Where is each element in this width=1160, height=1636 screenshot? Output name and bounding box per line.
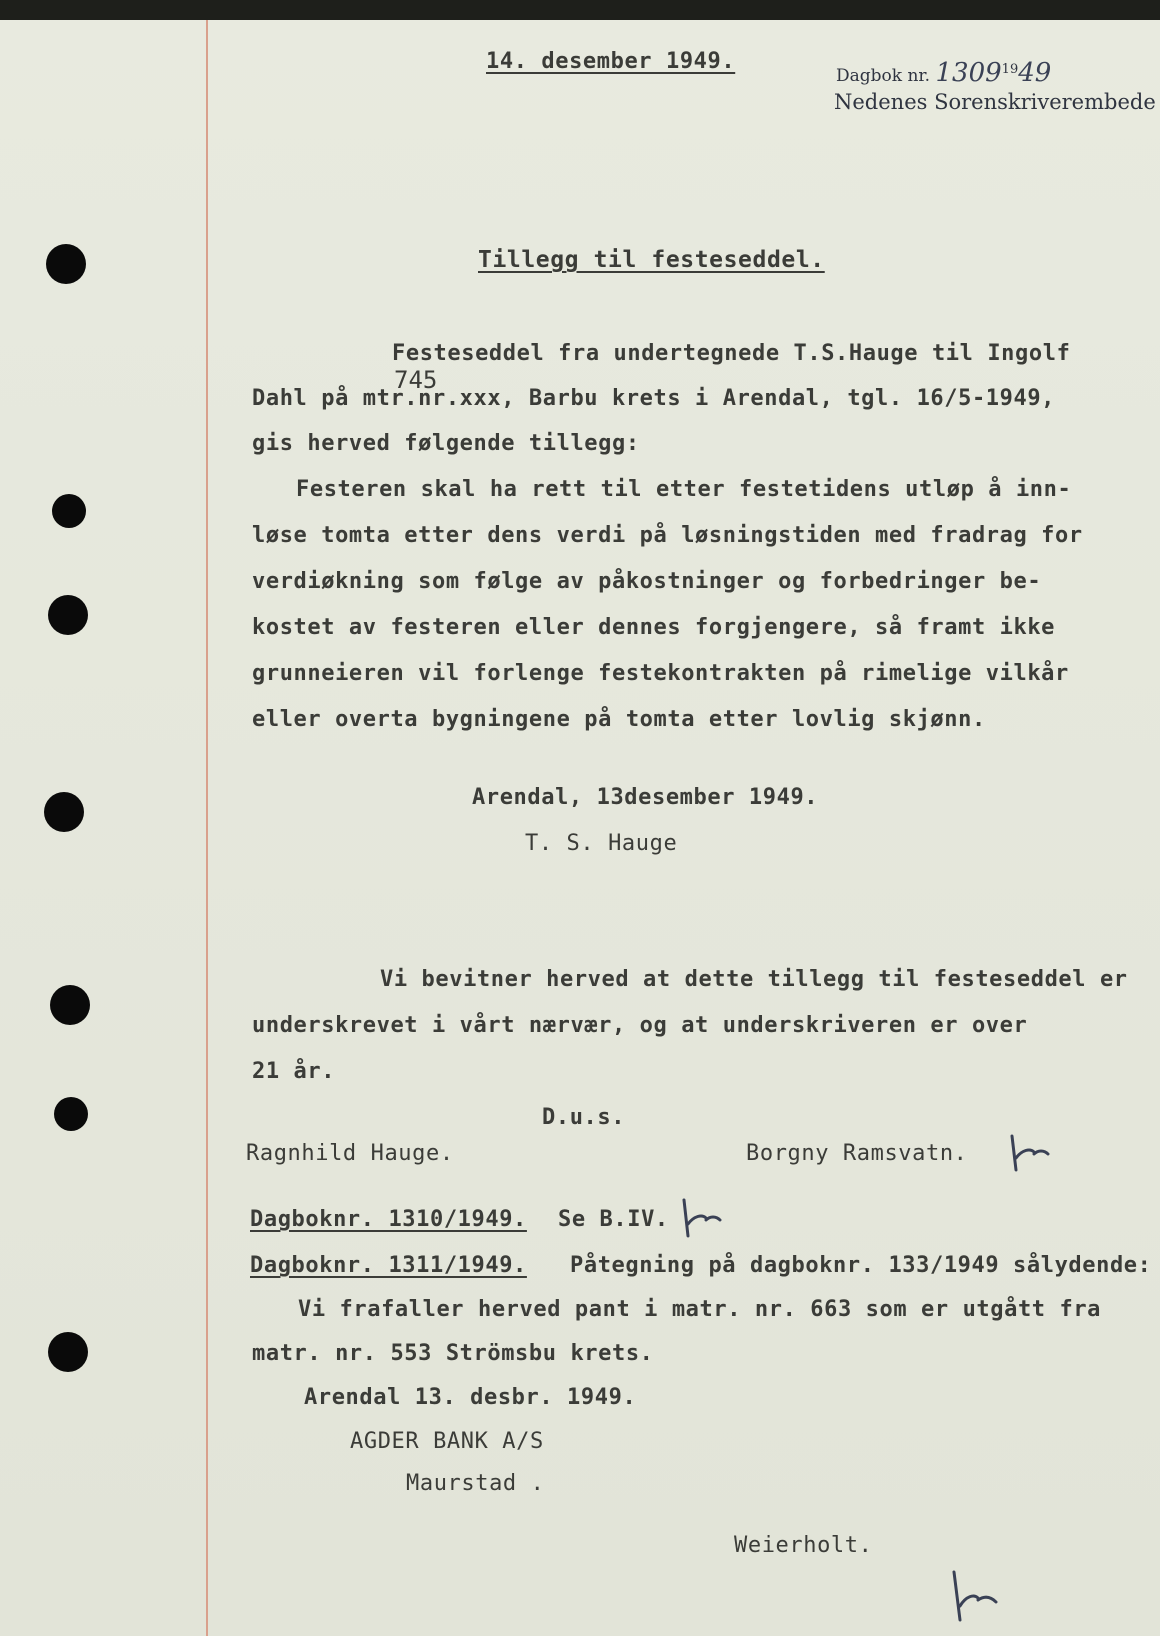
entry-text: Påtegning på dagboknr. 133/1949 sålydende: [570,1253,1152,1278]
body-line: eller overta bygningene på tomta etter lovlig skjønn. [252,707,986,732]
entry-line: AGDER BANK A/S [350,1429,544,1454]
entry-line: Arendal 13. desbr. 1949. [304,1385,637,1410]
body-line: Dahl på mtr.nr.xxx, Barbu krets i Arendal, tgl. 16/5-1949, [252,386,1056,411]
entry-label: Dagboknr. 1311/1949. [250,1253,527,1278]
signer-name: T. S. Hauge [525,831,678,856]
stamp-number: 1309 [935,58,1002,88]
document-title: Tillegg til festeseddel. [478,247,825,273]
punch-hole [54,1097,88,1131]
document-date: 14. desember 1949. [486,49,736,74]
office-stamp: Nedenes Sorenskriverembede [834,90,1156,114]
stamp-year-prefix: 19 [1001,62,1019,77]
stamp-prefix: Dagbok nr. [836,66,931,86]
punch-hole [44,792,84,832]
margin-rule [206,20,208,1636]
body-line: Festeren skal ha rett til etter festetidens utløp å inn- [296,477,1072,502]
punch-hole [50,985,90,1025]
entry-line: Maurstad . [406,1471,545,1496]
entry-label: Dagboknr. 1310/1949. [250,1207,527,1232]
punch-hole [48,1332,88,1372]
witness-line: 21 år. [252,1059,336,1084]
witness-line: underskrevet i vårt nærvær, og at underskriveren er over [252,1013,1028,1038]
body-line: løse tomta etter dens verdi på løsningstiden med fradrag for [252,523,1083,548]
stamp-year-suffix: 49 [1018,58,1052,88]
entry-line: Vi frafaller herved pant i matr. nr. 663 som er utgått fra [298,1297,1102,1322]
punch-hole [52,494,86,528]
body-line: gis herved følgende tillegg: [252,431,640,456]
place-date: Arendal, 13desember 1949. [472,785,819,810]
punch-hole [48,595,88,635]
journal-stamp [836,58,1051,88]
scan-top-edge [0,0,1160,20]
entry-text: Se B.IV. [558,1207,669,1232]
witness-left: Ragnhild Hauge. [246,1141,454,1166]
entry-line: matr. nr. 553 Strömsbu krets. [252,1341,654,1366]
dus-line: D.u.s. [542,1105,626,1130]
witness-line: Vi bevitner herved at dette tillegg til festeseddel er [380,967,1128,992]
witness-right: Borgny Ramsvatn. [746,1141,968,1166]
handwritten-correction: 745 [394,366,438,394]
handwritten-initials [1004,1132,1052,1174]
handwritten-initials [944,1568,1004,1628]
body-line: Festeseddel fra undertegnede T.S.Hauge til Ingolf [392,341,1071,366]
punch-hole [46,244,86,284]
handwritten-initials [676,1196,722,1240]
body-line: grunneieren vil forlenge festekontrakten på rimelige vilkår [252,661,1069,686]
body-line: kostet av festeren eller dennes forgjengere, så framt ikke [252,615,1056,640]
body-line: verdiøkning som følge av påkostninger og forbedringer be- [252,569,1042,594]
entry-line: Weierholt. [734,1533,873,1558]
